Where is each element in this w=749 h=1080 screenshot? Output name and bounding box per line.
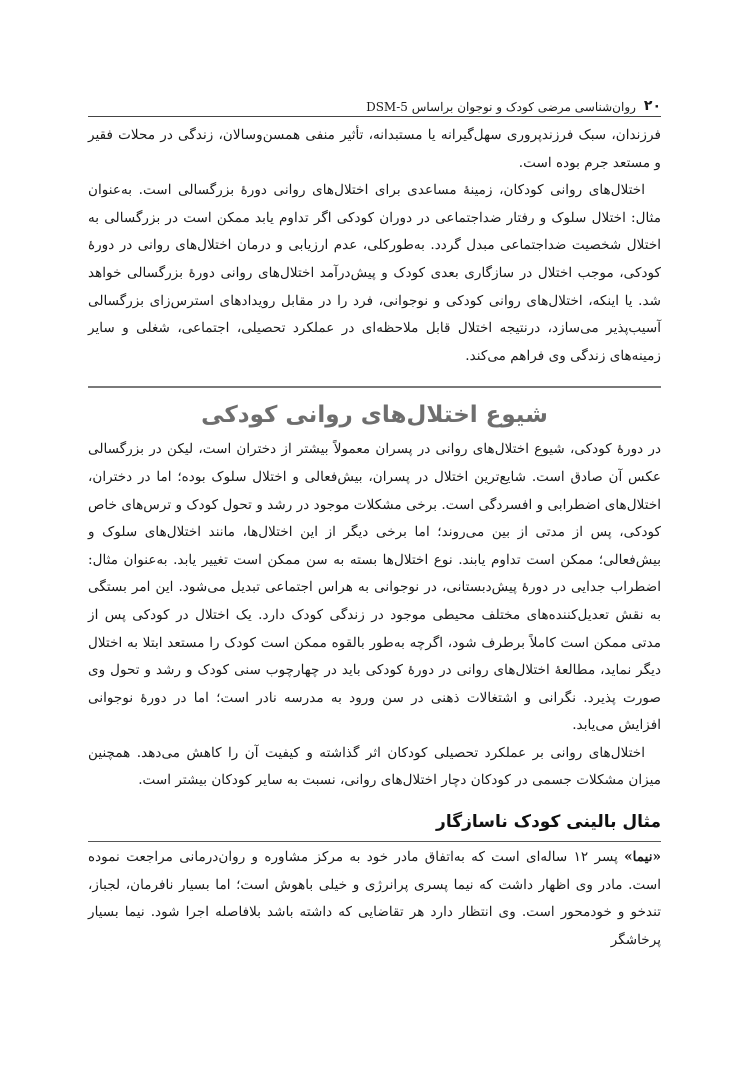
body-paragraph: فرزندان، سبک فرزندپروری سهل‌گیرانه یا مستبدانه، تأثیر منفی همسن‌وسالان، زندگی در محلات فقیر و مستعد جرم بوده است. bbox=[88, 127, 661, 171]
section-title: شیوع اختلال‌های روانی کودکی bbox=[201, 402, 548, 429]
case-title: مثال بالینی کودک ناسازگار bbox=[436, 812, 661, 833]
header-rule bbox=[88, 116, 661, 117]
case-paragraph bbox=[88, 844, 661, 954]
page-number: ۲۰ bbox=[643, 98, 661, 114]
case-text: پسر ۱۲ ساله‌ای است که به‌اتفاق مادر خود به مرکز مشاوره و روان‌درمانی مراجعت نموده است. مادر وی اظهار داشت که نیما پسری پرانرژی و خیلی باهوش است؛ اما بسیار نافرمان، لجباز، تندخو و خودمحور است. وی انتظار دارد هر تقاضایی که داشته باشد بلافاصله اجرا شود. نیما بسیار پرخاشگر bbox=[88, 849, 661, 948]
case-rule bbox=[88, 841, 661, 842]
page-content bbox=[88, 122, 661, 954]
section-rule bbox=[88, 386, 661, 388]
body-paragraph: اختلال‌های روانی بر عملکرد تحصیلی کودکان اثر گذاشته و کیفیت آن را کاهش می‌دهد. همچنین میزان مشکلات جسمی در کودکان دچار اختلال‌های روانی، نسبت به سایر کودکان بیشتر است. bbox=[88, 744, 661, 789]
running-title: روان‌شناسی مرضی کودک و نوجوان براساس DSM-5 bbox=[366, 100, 636, 114]
body-paragraph: اختلال‌های روانی کودکان، زمینهٔ مساعدی برای اختلال‌های روانی دورهٔ بزرگسالی است. به‌عنوان مثال: اختلال سلوک و رفتار ضداجتماعی در دوران کودکی اگر تداوم یابد ممکن است در بزرگسالی به اختلال شخصیت ضداجتماعی مبدل گردد. به‌طورکلی، عدم ارزیابی و درمان اختلال‌های روانی در دورهٔ کودکی، موجب اختلال در سازگاری بعدی کودک و پیش‌درآمد اختلال‌های روانی دورهٔ بزرگسالی خواهد شد. یا اینکه، اختلال‌های روانی کودکی و نوجوانی، فرد را در مقابل رویدادهای استرس‌زای بزرگسالی آسیب‌پذیر می‌سازد، درنتیجه اختلال قابل ملاحظه‌ای در عملکرد تحصیلی، اجتماعی، شغلی و سایر زمینه‌های زندگی وی فراهم می‌کند. bbox=[88, 182, 661, 364]
running-head bbox=[88, 92, 661, 114]
case-name: «نیما» bbox=[624, 849, 661, 866]
body-paragraph: در دورهٔ کودکی، شیوع اختلال‌های روانی در پسران معمولاً بیشتر از دختران است، لیکن در بزرگسالی عکس آن صادق است. شایع‌ترین اختلال در پسران، بیش‌فعالی و اختلال سلوک بوده؛ اما در دختران، اختلال‌های اضطرابی و افسردگی است. برخی مشکلات موجود در رشد و تحول کودک و ترس‌های خاص کودکی، پس از مدتی از بین می‌روند؛ اما برخی دیگر از این اختلال‌ها، مانند اختلال‌های سلوک و بیش‌فعالی؛ ممکن است تداوم یابند. نوع اختلال‌ها بسته به سن ممکن است تغییر یابد. به‌عنوان مثال: اضطراب جدایی در دورهٔ پیش‌دبستانی، در نوجوانی به هراس اجتماعی تبدیل می‌شود. این امر بستگی به نقش تعدیل‌کننده‌های مختلف محیطی موجود در زندگی کودک دارد. یک اختلال در کودکی پس از مدتی ممکن است کاملاً برطرف شود، اگرچه به‌طور بالقوه ممکن است کودک را مستعد ابتلا به اختلال دیگر نماید، مطالعهٔ اختلال‌های روانی در دورهٔ کودکی باید در چهارچوب سنی کودک و رشد و تحول وی صورت پذیرد. نگرانی و اشتغالات ذهنی در سن ورود به مدرسه نادر است؛ اما در دورهٔ نوجوانی افزایش می‌یابد. bbox=[88, 441, 661, 734]
